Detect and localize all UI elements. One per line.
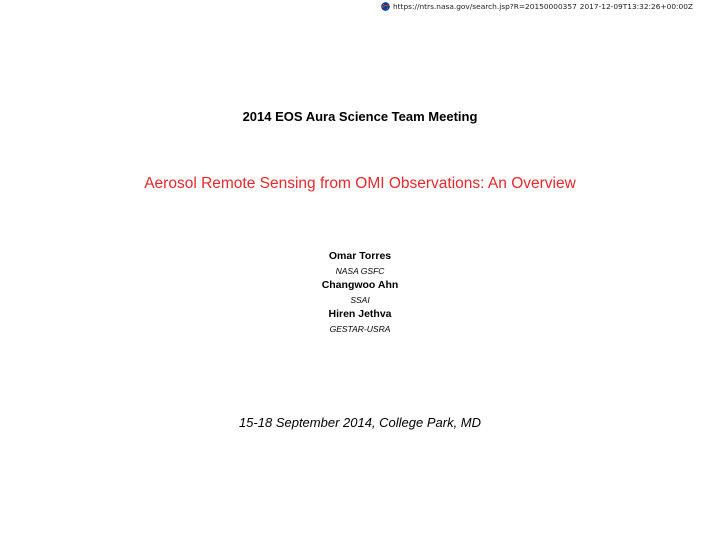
author-name: Omar Torres [328, 250, 392, 262]
author-name: Changwoo Ahn [321, 279, 399, 291]
ntrs-stamp [381, 0, 693, 12]
nasa-meatball-icon [381, 2, 390, 11]
date-location: 15-18 September 2014, College Park, MD [238, 415, 482, 430]
author-affiliation: NASA GSFC [335, 266, 385, 276]
presentation-title: Aerosol Remote Sensing from OMI Observations: An Overview [144, 175, 576, 192]
stamp-url: https://ntrs.nasa.gov/search.jsp?R=20150000357 [392, 1, 577, 11]
meeting-name: 2014 EOS Aura Science Team Meeting [242, 109, 478, 124]
author-affiliation: SSAI [350, 295, 370, 305]
author-name: Hiren Jethva [328, 308, 392, 320]
author-affiliation: GESTAR-USRA [329, 324, 391, 334]
stamp-timestamp: 2017-12-09T13:32:26+00:00Z [579, 1, 693, 11]
